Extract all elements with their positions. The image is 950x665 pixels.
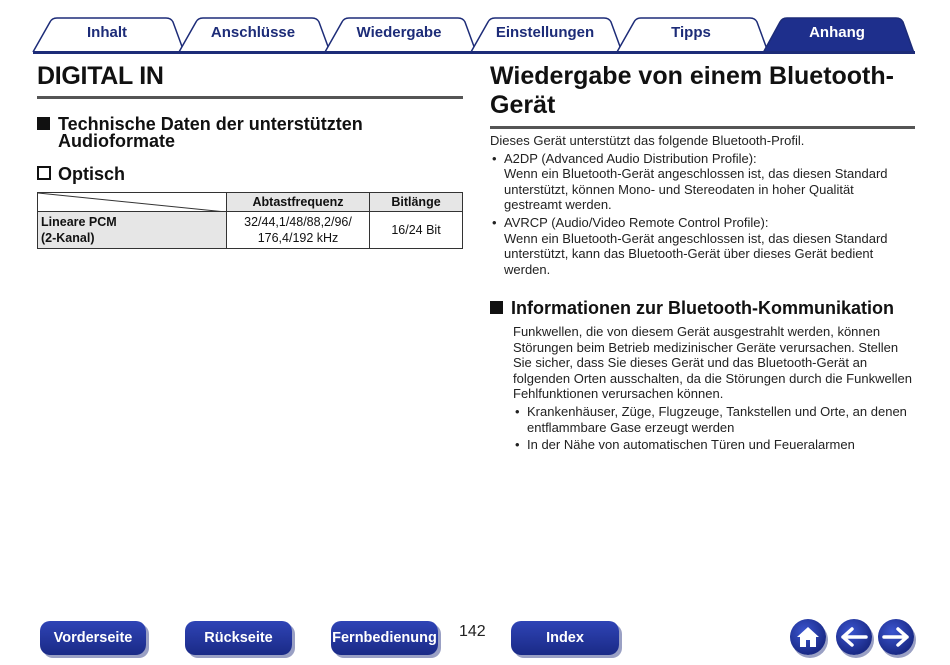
table-cell-frequency bbox=[227, 212, 370, 249]
profile-desc-a2dp: Wenn ein Bluetooth-Gerät angeschlossen ist, das diesen Standard unterstützt, können Mono- und Stereodaten in hoher Qualität gestreamt werden. bbox=[504, 166, 888, 213]
subsection-heading-optisch bbox=[37, 166, 125, 183]
tab-anhang[interactable]: Anhang bbox=[809, 24, 865, 41]
vorderseite-button[interactable]: Vorderseite bbox=[40, 621, 146, 655]
list-item bbox=[513, 437, 913, 453]
bullet-dot: • bbox=[515, 403, 520, 419]
spec-table bbox=[37, 192, 463, 249]
arrow-left-icon bbox=[840, 627, 868, 647]
tab-tipps[interactable]: Tipps bbox=[671, 24, 711, 41]
bluetooth-profile-block bbox=[490, 133, 915, 277]
title-rule-right bbox=[490, 126, 915, 129]
square-bullet-icon bbox=[490, 301, 503, 314]
row-header-line1: Lineare PCM bbox=[41, 215, 117, 229]
checkbox-bullet-icon bbox=[37, 166, 51, 180]
page-number: 142 bbox=[459, 623, 486, 640]
table-header-row bbox=[38, 193, 463, 212]
table-corner-cell bbox=[38, 193, 227, 212]
bullet-dot: • bbox=[492, 214, 497, 230]
subsection-heading-text: Optisch bbox=[58, 164, 126, 184]
tab-wiedergabe[interactable]: Wiedergabe bbox=[356, 24, 442, 41]
row-header-line2: (2-Kanal) bbox=[41, 231, 95, 245]
list-item bbox=[490, 215, 915, 277]
info-paragraph: Funkwellen, die von diesem Gerät ausgestrahlt werden, können Störungen beim Betrieb medizinischer Geräte verursachen. Stellen Sie sicher, dass Sie dieses Gerät und das Bluetooth-Gerät an folgenden Orten ausschalten, da die Störungen durch die Funkwellen Fehlfunktionen verursachen können. bbox=[513, 324, 912, 402]
square-bullet-icon bbox=[37, 117, 50, 130]
table-header-abtastfrequenz: Abtastfrequenz bbox=[227, 193, 370, 212]
profile-desc-avrcp: Wenn ein Bluetooth-Gerät angeschlossen ist, das diesen Standard unterstützt, kann das Bluetooth-Gerät über dieses Gerät bedient werden. bbox=[504, 230, 888, 277]
freq-line2: 176,4/192 kHz bbox=[257, 231, 339, 245]
list-item bbox=[513, 404, 913, 435]
table-row-header bbox=[38, 212, 227, 249]
bluetooth-info-block bbox=[513, 324, 913, 453]
profile-name-a2dp: A2DP (Advanced Audio Distribution Profile): bbox=[504, 150, 757, 166]
profile-name-avrcp: AVRCP (Audio/Video Remote Control Profile): bbox=[504, 214, 769, 230]
home-icon bbox=[795, 625, 821, 649]
page-title-bluetooth: Wiedergabe von einem Bluetooth-Gerät bbox=[490, 62, 894, 119]
forward-button[interactable] bbox=[878, 619, 914, 655]
intro-text: Dieses Gerät unterstützt das folgende Bluetooth-Profil. bbox=[490, 133, 805, 148]
title-rule-left bbox=[37, 96, 463, 99]
bullet-dot: • bbox=[515, 437, 520, 453]
bullet-dot: • bbox=[492, 150, 497, 166]
table-row bbox=[38, 212, 463, 249]
section-heading-info bbox=[490, 300, 920, 317]
list-item bbox=[490, 151, 915, 213]
tab-einstellungen[interactable]: Einstellungen bbox=[495, 24, 595, 41]
index-button[interactable]: Index bbox=[511, 621, 619, 655]
tab-bar bbox=[0, 0, 950, 56]
section-heading-info-text: Informationen zur Bluetooth-Kommunikation bbox=[511, 298, 894, 318]
tab-anschluesse[interactable]: Anschlüsse bbox=[210, 24, 296, 41]
info-bullet-1: Krankenhäuser, Züge, Flugzeuge, Tankstellen und Orte, an denen entflammbare Gase erzeugt werden bbox=[527, 403, 907, 435]
section-heading-audioformate bbox=[37, 116, 467, 150]
section-heading-text: Technische Daten der unterstützten Audioformate bbox=[58, 114, 363, 151]
fernbedienung-button[interactable]: Fernbedienung bbox=[331, 621, 438, 655]
rueckseite-button[interactable]: Rückseite bbox=[185, 621, 292, 655]
info-bullet-2: In der Nähe von automatischen Türen und Feueralarmen bbox=[527, 437, 855, 453]
arrow-right-icon bbox=[882, 627, 910, 647]
diagonal-line bbox=[38, 193, 226, 212]
tab-inhalt[interactable]: Inhalt bbox=[87, 24, 127, 41]
page-title-digital-in: DIGITAL IN bbox=[37, 62, 164, 90]
table-cell-bits: 16/24 Bit bbox=[370, 212, 463, 249]
back-button[interactable] bbox=[836, 619, 872, 655]
freq-line1: 32/44,1/48/88,2/96/ bbox=[244, 215, 352, 229]
table-header-bitlaenge: Bitlänge bbox=[370, 193, 463, 212]
home-button[interactable] bbox=[790, 619, 826, 655]
